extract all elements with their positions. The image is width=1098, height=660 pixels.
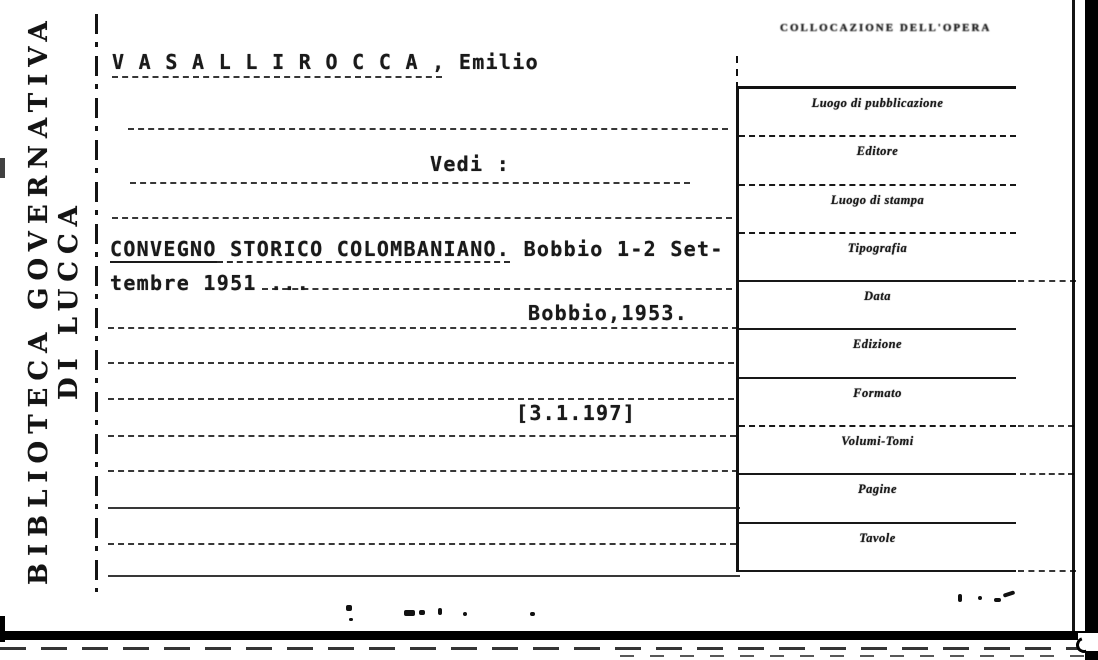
ruled-line	[108, 327, 738, 329]
ruled-line	[1018, 425, 1074, 427]
ruled-line	[112, 76, 442, 78]
shelfmark: [3.1.197]	[516, 401, 637, 425]
field-label-editore: Editore	[856, 144, 899, 159]
see-reference-label: Vedi :	[430, 152, 511, 176]
ruled-line	[1020, 473, 1074, 475]
ruled-line	[108, 398, 734, 400]
entry-title-rest: Bobbio 1-2 Set-	[510, 237, 724, 261]
ruled-line	[108, 575, 740, 577]
panel-row	[739, 137, 1016, 185]
scan-smudge	[978, 596, 982, 600]
field-label-luogo-stampa: Luogo di stampa	[830, 192, 925, 207]
ruled-line	[108, 507, 740, 509]
entry-title-mid: STORICO COLOMBANIANO.	[216, 237, 511, 261]
scan-smudge	[463, 612, 467, 616]
panel-row	[739, 475, 1016, 523]
panel-row	[739, 89, 1016, 137]
panel-top-stub	[736, 56, 738, 86]
panel-row	[739, 427, 1016, 475]
collocation-header: COLLOCAZIONE DELL'OPERA	[780, 22, 992, 34]
ruled-line	[262, 288, 732, 290]
scan-smudge	[346, 605, 352, 611]
ruled-line	[1018, 570, 1076, 572]
panel-row	[739, 282, 1016, 330]
entry-title-line1	[110, 237, 724, 261]
field-label-volumi-tomi: Volumi-Tomi	[841, 434, 914, 449]
field-label-pagine: Pagine	[857, 482, 898, 497]
scan-smudge	[530, 612, 535, 616]
vertical-divider-rule	[95, 14, 98, 592]
field-label-tavole: Tavole	[859, 530, 896, 545]
entry-title-underlined: CONVEGNO	[110, 237, 217, 261]
ruled-line	[108, 435, 736, 437]
ruled-line	[108, 362, 734, 364]
scan-smudge	[404, 610, 415, 616]
scan-edge-line	[1072, 0, 1075, 633]
next-card-ruled-line	[0, 647, 1098, 650]
scan-smudge	[958, 594, 962, 602]
next-card-ruled-line	[620, 655, 1098, 657]
field-label-data: Data	[864, 289, 891, 304]
ruled-line	[1018, 280, 1076, 282]
panel-row	[739, 379, 1016, 427]
field-label-formato: Formato	[853, 385, 902, 400]
ruled-line	[130, 182, 690, 184]
ruled-line	[108, 470, 738, 472]
field-label-luogo-pubblicazione: Luogo di pubblicazione	[811, 96, 944, 110]
field-label-edizione: Edizione	[852, 337, 903, 352]
panel-row	[739, 234, 1016, 282]
panel-row	[739, 186, 1016, 234]
scan-smudge	[1003, 590, 1016, 598]
scan-smudge	[0, 158, 5, 178]
ruled-line	[128, 128, 728, 130]
imprint-place-date: Bobbio,1953.	[528, 301, 689, 325]
panel-row	[739, 330, 1016, 378]
library-name-vertical: BIBLIOTECA GOVERNATIVA DI LUCCA	[24, 14, 84, 586]
entry-title-line2: tembre 1951 ...	[110, 271, 311, 295]
scan-smudge	[419, 610, 425, 615]
collocation-panel	[736, 86, 1016, 572]
heading-author: V A S A L L I R O C C A , Emilio	[112, 50, 539, 74]
scan-smudge	[349, 618, 353, 621]
panel-row	[739, 524, 1016, 572]
field-label-tipografia: Tipografia	[847, 240, 908, 255]
scan-edge-bar	[1085, 0, 1098, 660]
ruled-line	[112, 217, 732, 219]
scan-smudge	[994, 598, 1001, 602]
card-bottom-edge	[0, 631, 1098, 640]
scan-smudge	[438, 608, 442, 615]
ruled-line	[108, 543, 736, 545]
